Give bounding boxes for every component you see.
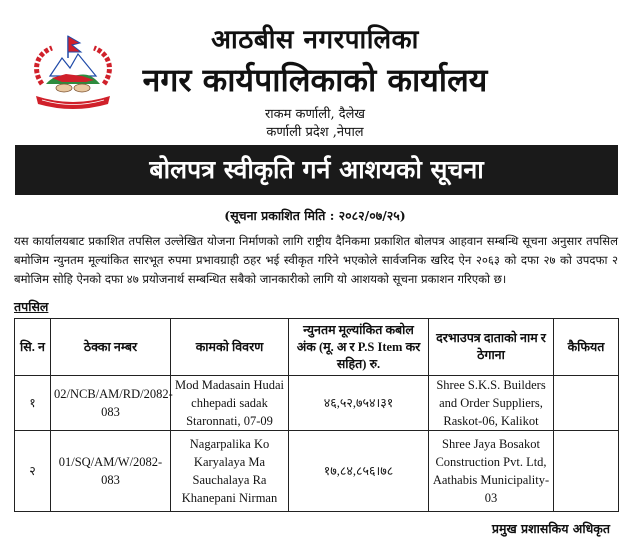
notice-body: यस कार्यालयबाट प्रकाशित तपसिल उल्लेखित योजना निर्माणको लागि राष्ट्रीय दैनिकमा प्रकाशित बोलपत्र आहवान सम्बन्धि सूचना अनुसार तपसिल बमोजिम न्युनतम मूल्यांकित सारभूत रुपमा प्रभावग्राही ठहर भई स्वीकृत गरिने भएकोले सार्वजनिक खरिद ऐन २०६३ को दफा २७ को उपदफा २ बमोजिम सोहि ऐनको दफा ४७ प्रयोजनार्थ सम्बन्धित सबैको जानकारीको लागि यो आशयको सूचना प्रकाशन गरिएको छ। [14, 234, 618, 286]
municipality-name: आठबीस नगरपालिका [211, 25, 419, 55]
cell-remarks [554, 431, 619, 512]
header-contract-no: ठेक्का नम्बर [51, 319, 171, 376]
signatory-title: प्रमुख प्रशासकिय अधिकृत [491, 521, 610, 536]
cell-description: Nagarpalika Ko Karyalaya Ma Sauchalaya Ra Khanepani Nirman [171, 431, 289, 512]
table-header-row [15, 319, 619, 376]
office-name: नगर कार्यपालिकाको कार्यालय [142, 61, 488, 99]
header-bidder: दरभाउपत्र दाताको नाम र ठेगाना [429, 319, 554, 376]
notice-title: बोलपत्र स्वीकृति गर्न आशयको सूचना [15, 145, 618, 195]
cell-bidder: Shree Jaya Bosakot Construction Pvt. Ltd, Aathabis Municipality-03 [429, 431, 554, 512]
cell-amount: ४६,५२,७५४।३१ [289, 376, 429, 431]
tapasil-label: तपसिल [14, 299, 49, 314]
cell-contract-no: 01/SQ/AM/W/2082-083 [51, 431, 171, 512]
cell-amount: १७,८४,८५६।७८ [289, 431, 429, 512]
address-line-2: कर्णाली प्रदेश ,नेपाल [266, 125, 364, 140]
table-row [15, 376, 619, 431]
contracts-table [14, 318, 619, 512]
cell-sn: १ [15, 376, 51, 431]
header-sn: सि. न [15, 319, 51, 376]
address-line-1: राकम कर्णाली, दैलेख [264, 107, 366, 122]
cell-bidder: Shree S.K.S. Builders and Order Suppliers, Raskot-06, Kalikot [429, 376, 554, 431]
header-remarks: कैफियत [554, 319, 619, 376]
cell-remarks [554, 376, 619, 431]
cell-contract-no: 02/NCB/AM/RD/2082-083 [51, 376, 171, 431]
table-row [15, 431, 619, 512]
cell-sn: २ [15, 431, 51, 512]
header-amount: न्युनतम मूल्यांकित कबोल अंक (मू. अ र P.S Item कर सहित) रु. [289, 319, 429, 376]
published-date: (सूचना प्रकाशित मिति : २०८२/०७/२५) [224, 208, 406, 223]
cell-description: Mod Madasain Hudai chhepadi sadak Staronnati, 07-09 [171, 376, 289, 431]
header-description: कामको विवरण [171, 319, 289, 376]
